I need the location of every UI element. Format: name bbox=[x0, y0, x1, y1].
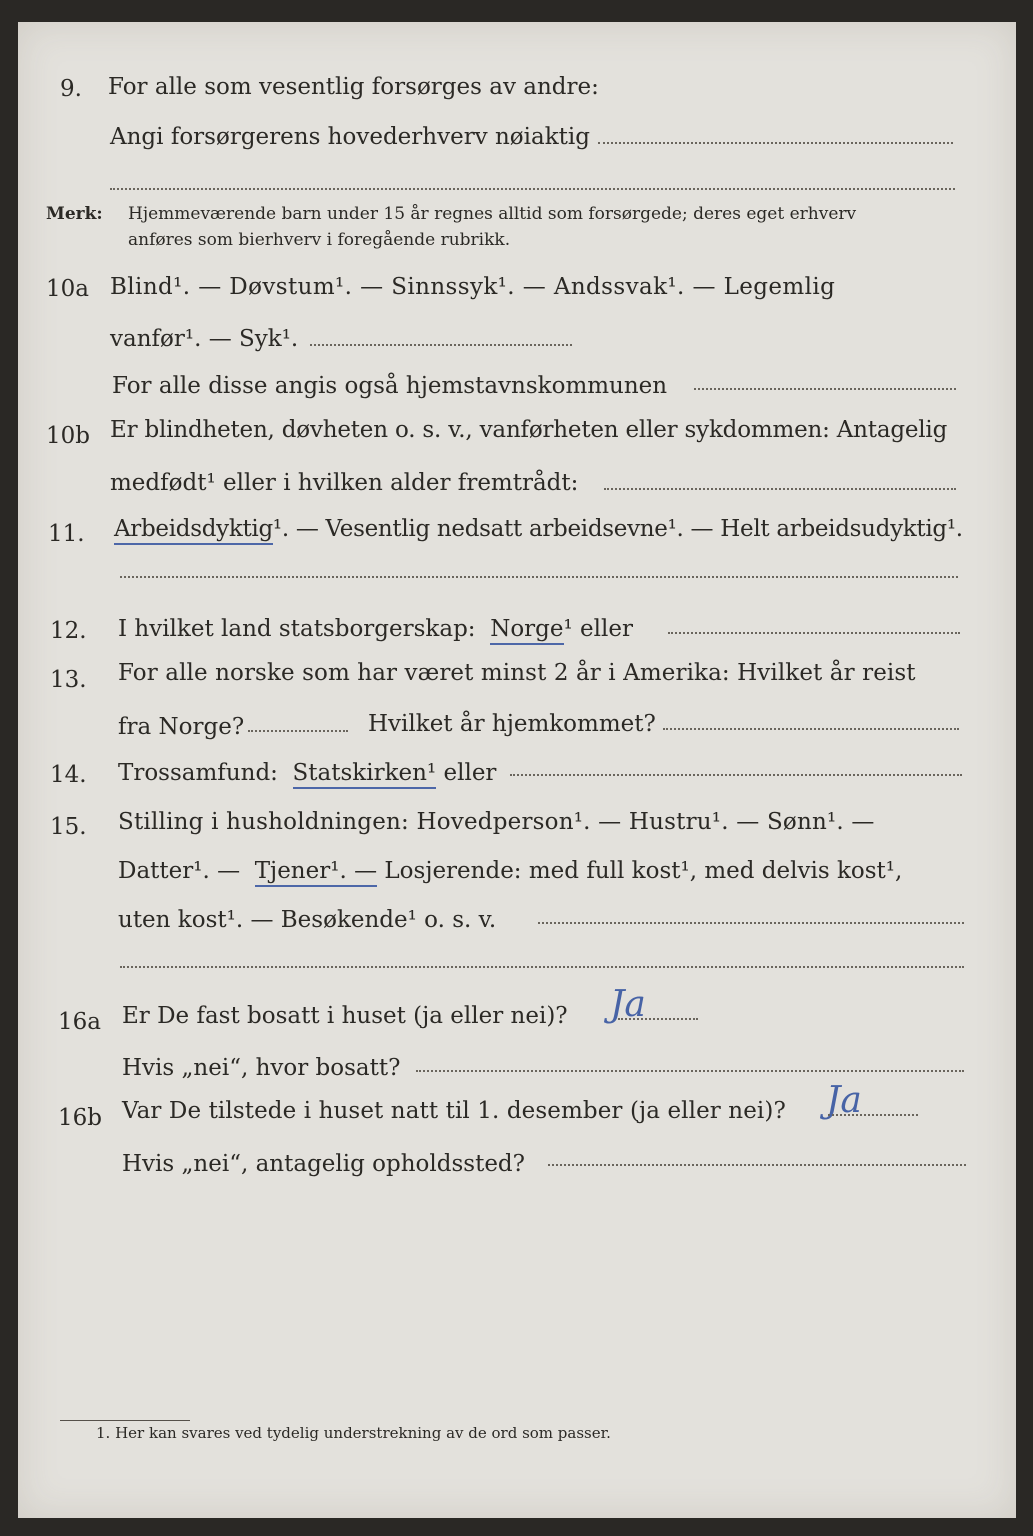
q15-datter: Datter¹. — bbox=[118, 858, 241, 884]
q15-text-line3: uten kost¹. — Besøkende¹ o. s. v. bbox=[118, 907, 497, 933]
footnote-divider bbox=[60, 1420, 190, 1421]
q15-text-line2 bbox=[118, 856, 902, 886]
q9-text-line2: Angi forsørgerens hovederhverv nøiaktig bbox=[110, 124, 590, 150]
q9-text-line1: For alle som vesentlig forsørges av andre: bbox=[108, 74, 599, 100]
q10a-answer-line[interactable] bbox=[310, 344, 572, 346]
footnote bbox=[96, 1424, 611, 1442]
q12-prefix: I hvilket land statsborgerskap: bbox=[118, 616, 476, 642]
q12-answer-line[interactable] bbox=[668, 632, 960, 634]
q13-reist-line[interactable] bbox=[248, 730, 348, 732]
q11-rest: ¹. — Vesentlig nedsatt arbeidsevne¹. — Helt arbeidsudyktig¹. bbox=[272, 516, 963, 542]
q10a-number: 10a bbox=[46, 276, 89, 302]
q16a-bosatt-line[interactable] bbox=[416, 1070, 964, 1072]
q10b-text-line2: medfødt¹ eller i hvilken alder fremtrådt: bbox=[110, 470, 579, 496]
q10a-text-line3: For alle disse angis også hjemstavnskommunen bbox=[112, 373, 668, 399]
q9-answer-line[interactable] bbox=[598, 142, 953, 144]
merk-label: Merk: bbox=[46, 204, 103, 224]
q9-number: 9. bbox=[60, 76, 82, 102]
q15-text-line1: Stilling i husholdningen: Hovedperson¹. — Hustru¹. — Sønn¹. — bbox=[118, 809, 875, 835]
q10b-answer-line[interactable] bbox=[604, 488, 956, 490]
q15-selected-tjener[interactable]: Tjener¹. — bbox=[255, 858, 377, 887]
q16a-number: 16a bbox=[58, 1009, 101, 1035]
q10a-hjemstavn-line[interactable] bbox=[694, 388, 956, 390]
q14-suffix: eller bbox=[443, 760, 497, 786]
q13-hjemkommet-line[interactable] bbox=[663, 728, 959, 730]
q12-selected-norge[interactable]: Norge bbox=[490, 616, 563, 645]
q14-text bbox=[118, 758, 496, 788]
q16b-opholdssted-line[interactable] bbox=[548, 1164, 966, 1166]
q16a-answer-line[interactable] bbox=[618, 1018, 698, 1020]
q12-suffix: ¹ eller bbox=[563, 616, 633, 642]
q15-answer-line[interactable] bbox=[538, 922, 964, 924]
q16b-handwritten-answer[interactable]: Ja bbox=[826, 1080, 862, 1121]
q11-number: 11. bbox=[48, 521, 85, 547]
q14-number: 14. bbox=[50, 762, 87, 788]
q12-number: 12. bbox=[50, 618, 87, 644]
q16b-answer-line[interactable] bbox=[828, 1114, 918, 1116]
q9-answer-line-2[interactable] bbox=[110, 188, 955, 190]
q15-number: 15. bbox=[50, 814, 87, 840]
q16b-number: 16b bbox=[58, 1105, 102, 1131]
q10b-number: 10b bbox=[46, 423, 90, 449]
footnote-number: 1. bbox=[96, 1424, 111, 1442]
q16b-text-line2: Hvis „nei“, antagelig opholdssted? bbox=[122, 1151, 525, 1177]
q13-text-line2a: fra Norge? bbox=[118, 714, 245, 740]
q11-answer-line[interactable] bbox=[120, 576, 958, 578]
merk-text-line2: anføres som bierhverv i foregående rubrikk. bbox=[128, 230, 511, 250]
q10a-text-line1: Blind¹. — Døvstum¹. — Sinnssyk¹. — Andssvak¹. — Legemlig bbox=[110, 274, 836, 300]
footnote-text: Her kan svares ved tydelig understrekning av de ord som passer. bbox=[115, 1424, 611, 1442]
q11-selected-arbeidsdyktig[interactable]: Arbeidsdyktig bbox=[114, 516, 273, 545]
q16a-text-line2: Hvis „nei“, hvor bosatt? bbox=[122, 1055, 401, 1081]
q15-losjerende: Losjerende: med full kost¹, med delvis kost¹, bbox=[384, 858, 903, 884]
q10a-text-line2: vanfør¹. — Syk¹. bbox=[110, 326, 299, 352]
q16b-text-line1: Var De tilstede i huset natt til 1. desember (ja eller nei)? bbox=[122, 1098, 786, 1124]
q13-number: 13. bbox=[50, 667, 87, 693]
q13-text-line2b: Hvilket år hjemkommet? bbox=[368, 711, 656, 737]
q16a-handwritten-answer[interactable]: Ja bbox=[610, 984, 646, 1025]
q15-answer-line-2[interactable] bbox=[120, 966, 964, 968]
q14-selected-statskirken[interactable]: Statskirken¹ bbox=[293, 760, 437, 789]
q12-text bbox=[118, 614, 633, 644]
form-page bbox=[18, 22, 1016, 1518]
q14-answer-line[interactable] bbox=[510, 774, 962, 776]
merk-text-line1: Hjemmeværende barn under 15 år regnes alltid som forsørgede; deres eget erhverv bbox=[128, 204, 857, 224]
q13-text-line1: For alle norske som har været minst 2 år i Amerika: Hvilket år reist bbox=[118, 660, 916, 686]
q11-text bbox=[114, 514, 963, 544]
q10b-text-line1: Er blindheten, døvheten o. s. v., vanførheten eller sykdommen: Antagelig bbox=[110, 417, 948, 443]
q16a-text-line1: Er De fast bosatt i huset (ja eller nei)? bbox=[122, 1003, 568, 1029]
q14-prefix: Trossamfund: bbox=[118, 760, 278, 786]
